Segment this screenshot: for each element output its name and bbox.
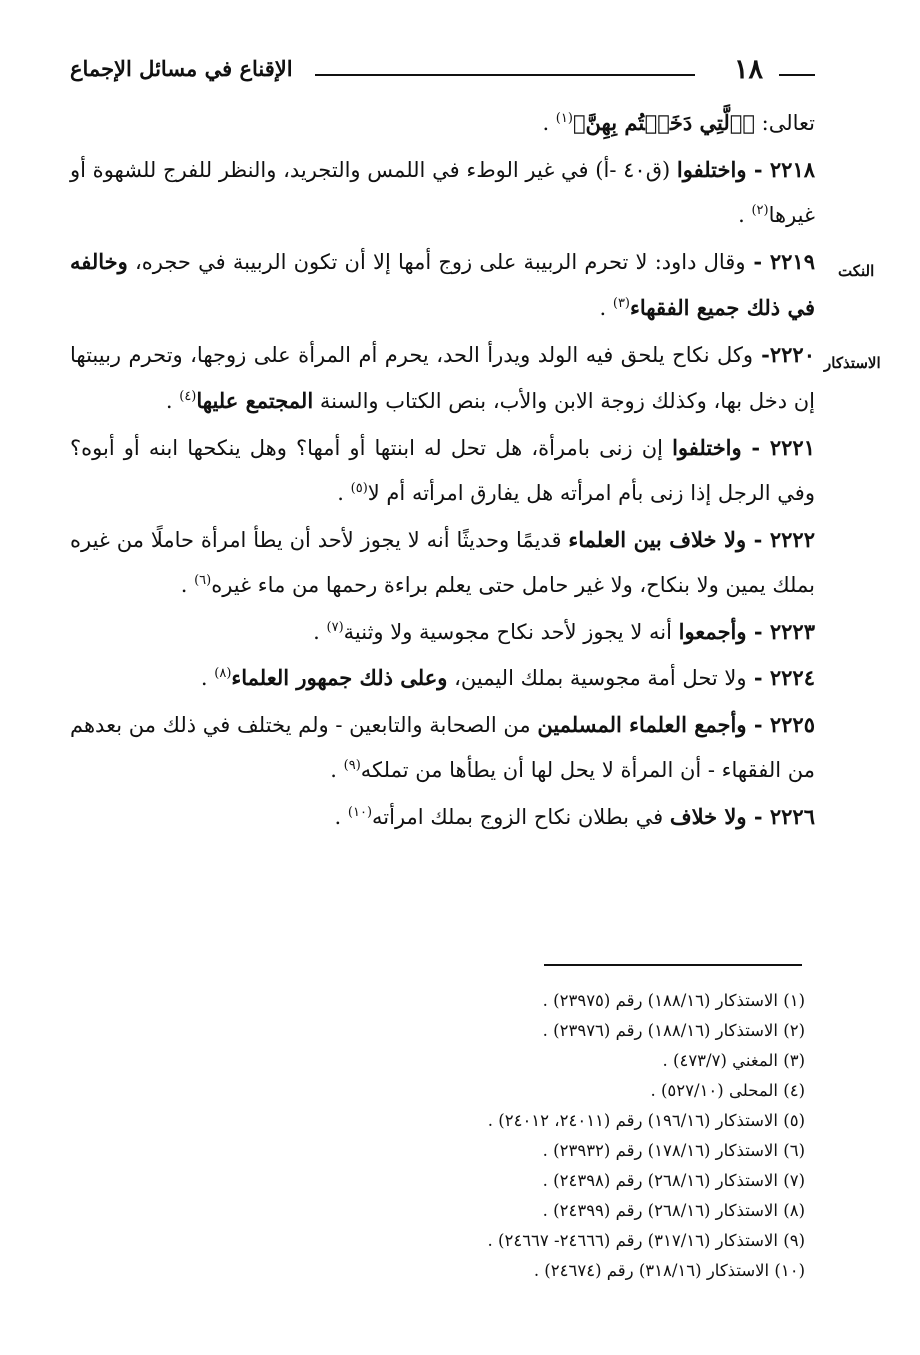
footnote-ref: (٧) xyxy=(326,619,344,635)
text-run: ٢٢٢١ - xyxy=(741,434,815,460)
text-run: . xyxy=(313,619,327,644)
text-run: ٢٢٢٦ - xyxy=(746,803,815,829)
margin-note-istidhkar: الاستذكار xyxy=(824,354,881,372)
text-run: . xyxy=(180,573,195,597)
footnote: (٩) الاستذكار (٣١٧/١٦) رقم (٢٤٦٦٦- ٢٤٦٦٧) . xyxy=(487,1231,805,1250)
main-text xyxy=(70,100,815,840)
footnote: (٨) الاستذكار (٢٦٨/١٦) رقم (٢٤٣٩٩) . xyxy=(542,1201,805,1220)
paragraph xyxy=(70,794,815,841)
footnote: (١٠) الاستذكار (٣١٨/١٦) رقم (٢٤٦٧٤) . xyxy=(533,1261,805,1280)
footnote-ref: (٨) xyxy=(214,666,232,681)
footnote: (٢) الاستذكار (١٨٨/١٦) رقم (٢٣٩٧٦) . xyxy=(542,1021,805,1040)
text-run: ٢٢٢٢ - xyxy=(746,526,815,552)
book-title: الإقناع في مسائل الإجماع xyxy=(70,56,293,81)
footnote-ref: (٦) xyxy=(194,573,212,588)
text-run: المجتمع عليها xyxy=(196,388,314,413)
text-run: ولا تحل أمة مجوسية بملك اليمين، xyxy=(447,666,747,690)
text-run: ولا خلاف xyxy=(669,803,747,829)
page-number: ١٨ xyxy=(733,54,763,85)
text-run: ٢٢٢٠- xyxy=(753,341,815,367)
text-run: ٢٢٢٤ - xyxy=(746,665,815,690)
text-run: . xyxy=(165,389,180,413)
footnote-ref: (٢) xyxy=(751,203,769,218)
footnote-ref: (٥) xyxy=(350,481,368,496)
text-run: . xyxy=(337,481,351,505)
text-run: . xyxy=(200,666,215,690)
text-run: واختلفوا xyxy=(676,156,747,182)
text-run: وأجمع العلماء المسلمين xyxy=(537,711,747,737)
footnote: (٣) المغني (٤٧٣/٧) . xyxy=(662,1051,805,1070)
text-run: إن زنى بامرأة، هل تحل له ابنتها أو أمها؟ وهل ينكحها ابنه أو أبوه؟ وفي الرجل إذا زنى بأم امرأته هل يفارق امرأته أم لا xyxy=(70,435,815,505)
text-run: من الصحابة والتابعين - ولم يختلف في ذلك من بعدهم من الفقهاء - أن المرأة لا يحل لها أن يطأها من تملكه xyxy=(70,712,815,782)
text-run: ٢٢٢٣ - xyxy=(746,618,815,644)
text-run: وقال داود: لا تحرم الربيبة على زوج أمها إلا أن تكون الربيبة في حجره، xyxy=(127,249,746,274)
paragraph xyxy=(70,147,815,239)
text-run: ٢٢٢٥ - xyxy=(746,711,815,737)
paragraph xyxy=(70,100,815,147)
footnote: (٥) الاستذكار (١٩٦/١٦) رقم (٢٤٠١١، ٢٤٠١٢) . xyxy=(487,1111,805,1130)
footnote-separator xyxy=(544,964,802,966)
paragraph xyxy=(70,239,815,332)
text-run: تعالى: xyxy=(754,111,815,135)
text-run: وكل نكاح يلحق فيه الولد ويدرأ الحد، يحرم أم المرأة على زوجها، وتحرم ربيبتها إن دخل بها، وكذلك زوجة الابن والأب، بنص الكتاب والسنة xyxy=(70,342,815,413)
text-run: (ق٤٠ -أ) في غير الوطء في اللمس والتجريد، والنظر للفرج للشهوة أو غيرها xyxy=(70,157,815,227)
paragraph xyxy=(70,517,815,609)
text-run: واختلفوا xyxy=(672,434,742,460)
text-run: ولا خلاف بين العلماء xyxy=(568,526,747,552)
footnote: (٧) الاستذكار (٢٦٨/١٦) رقم (٢٤٣٩٨) . xyxy=(542,1171,805,1190)
footnote-ref: (٣) xyxy=(612,296,630,311)
paragraph xyxy=(70,655,815,702)
text-run: ﴿ٱلَّتِي دَخَلۡتُم بِهِنَّ﴾ xyxy=(572,110,755,135)
footnote: (٤) المحلى (٥٢٧/١٠) . xyxy=(650,1081,805,1100)
footnote-ref: (١) xyxy=(555,111,573,126)
text-run: . xyxy=(334,804,348,829)
text-run: وخالفه في ذلك جميع الفقهاء xyxy=(70,248,815,320)
paragraph xyxy=(70,702,815,794)
text-run: ٢٢١٩ - xyxy=(745,248,815,274)
text-run: أنه لا يجوز لأحد نكاح مجوسية ولا وثنية xyxy=(343,619,679,644)
paragraph xyxy=(70,332,815,425)
text-run: . xyxy=(542,111,556,135)
text-run: في بطلان نكاح الزوج بملك امرأته xyxy=(372,804,670,829)
footnotes xyxy=(70,986,805,1286)
text-run: وعلى ذلك جمهور العلماء xyxy=(231,665,448,690)
header-rule-right xyxy=(779,74,815,76)
running-header xyxy=(70,52,815,92)
text-run: . xyxy=(599,296,613,320)
margin-note-nukat: النكت xyxy=(838,262,875,280)
header-rule-middle xyxy=(315,74,695,76)
text-run: قديمًا وحديثًا أنه لا يجوز لأحد أن يطأ امرأة حاملًا من غيره بملك يمين ولا بنكاح، ولا غير حامل حتى يعلم براءة رحمها من ماء غيره xyxy=(70,527,815,597)
paragraph xyxy=(70,609,815,656)
text-run: وأجمعوا xyxy=(678,618,747,644)
text-run: ٢٢١٨ - xyxy=(746,156,816,182)
footnote-ref: (٤) xyxy=(179,389,197,404)
footnote: (٦) الاستذكار (١٧٨/١٦) رقم (٢٣٩٣٢) . xyxy=(542,1141,805,1160)
footnote-ref: (٩) xyxy=(343,758,361,773)
text-run: . xyxy=(738,203,752,227)
text-run: . xyxy=(330,758,344,782)
footnote: (١) الاستذكار (١٨٨/١٦) رقم (٢٣٩٧٥) . xyxy=(542,991,805,1010)
paragraph xyxy=(70,425,815,517)
footnote-ref: (١٠) xyxy=(347,804,373,820)
